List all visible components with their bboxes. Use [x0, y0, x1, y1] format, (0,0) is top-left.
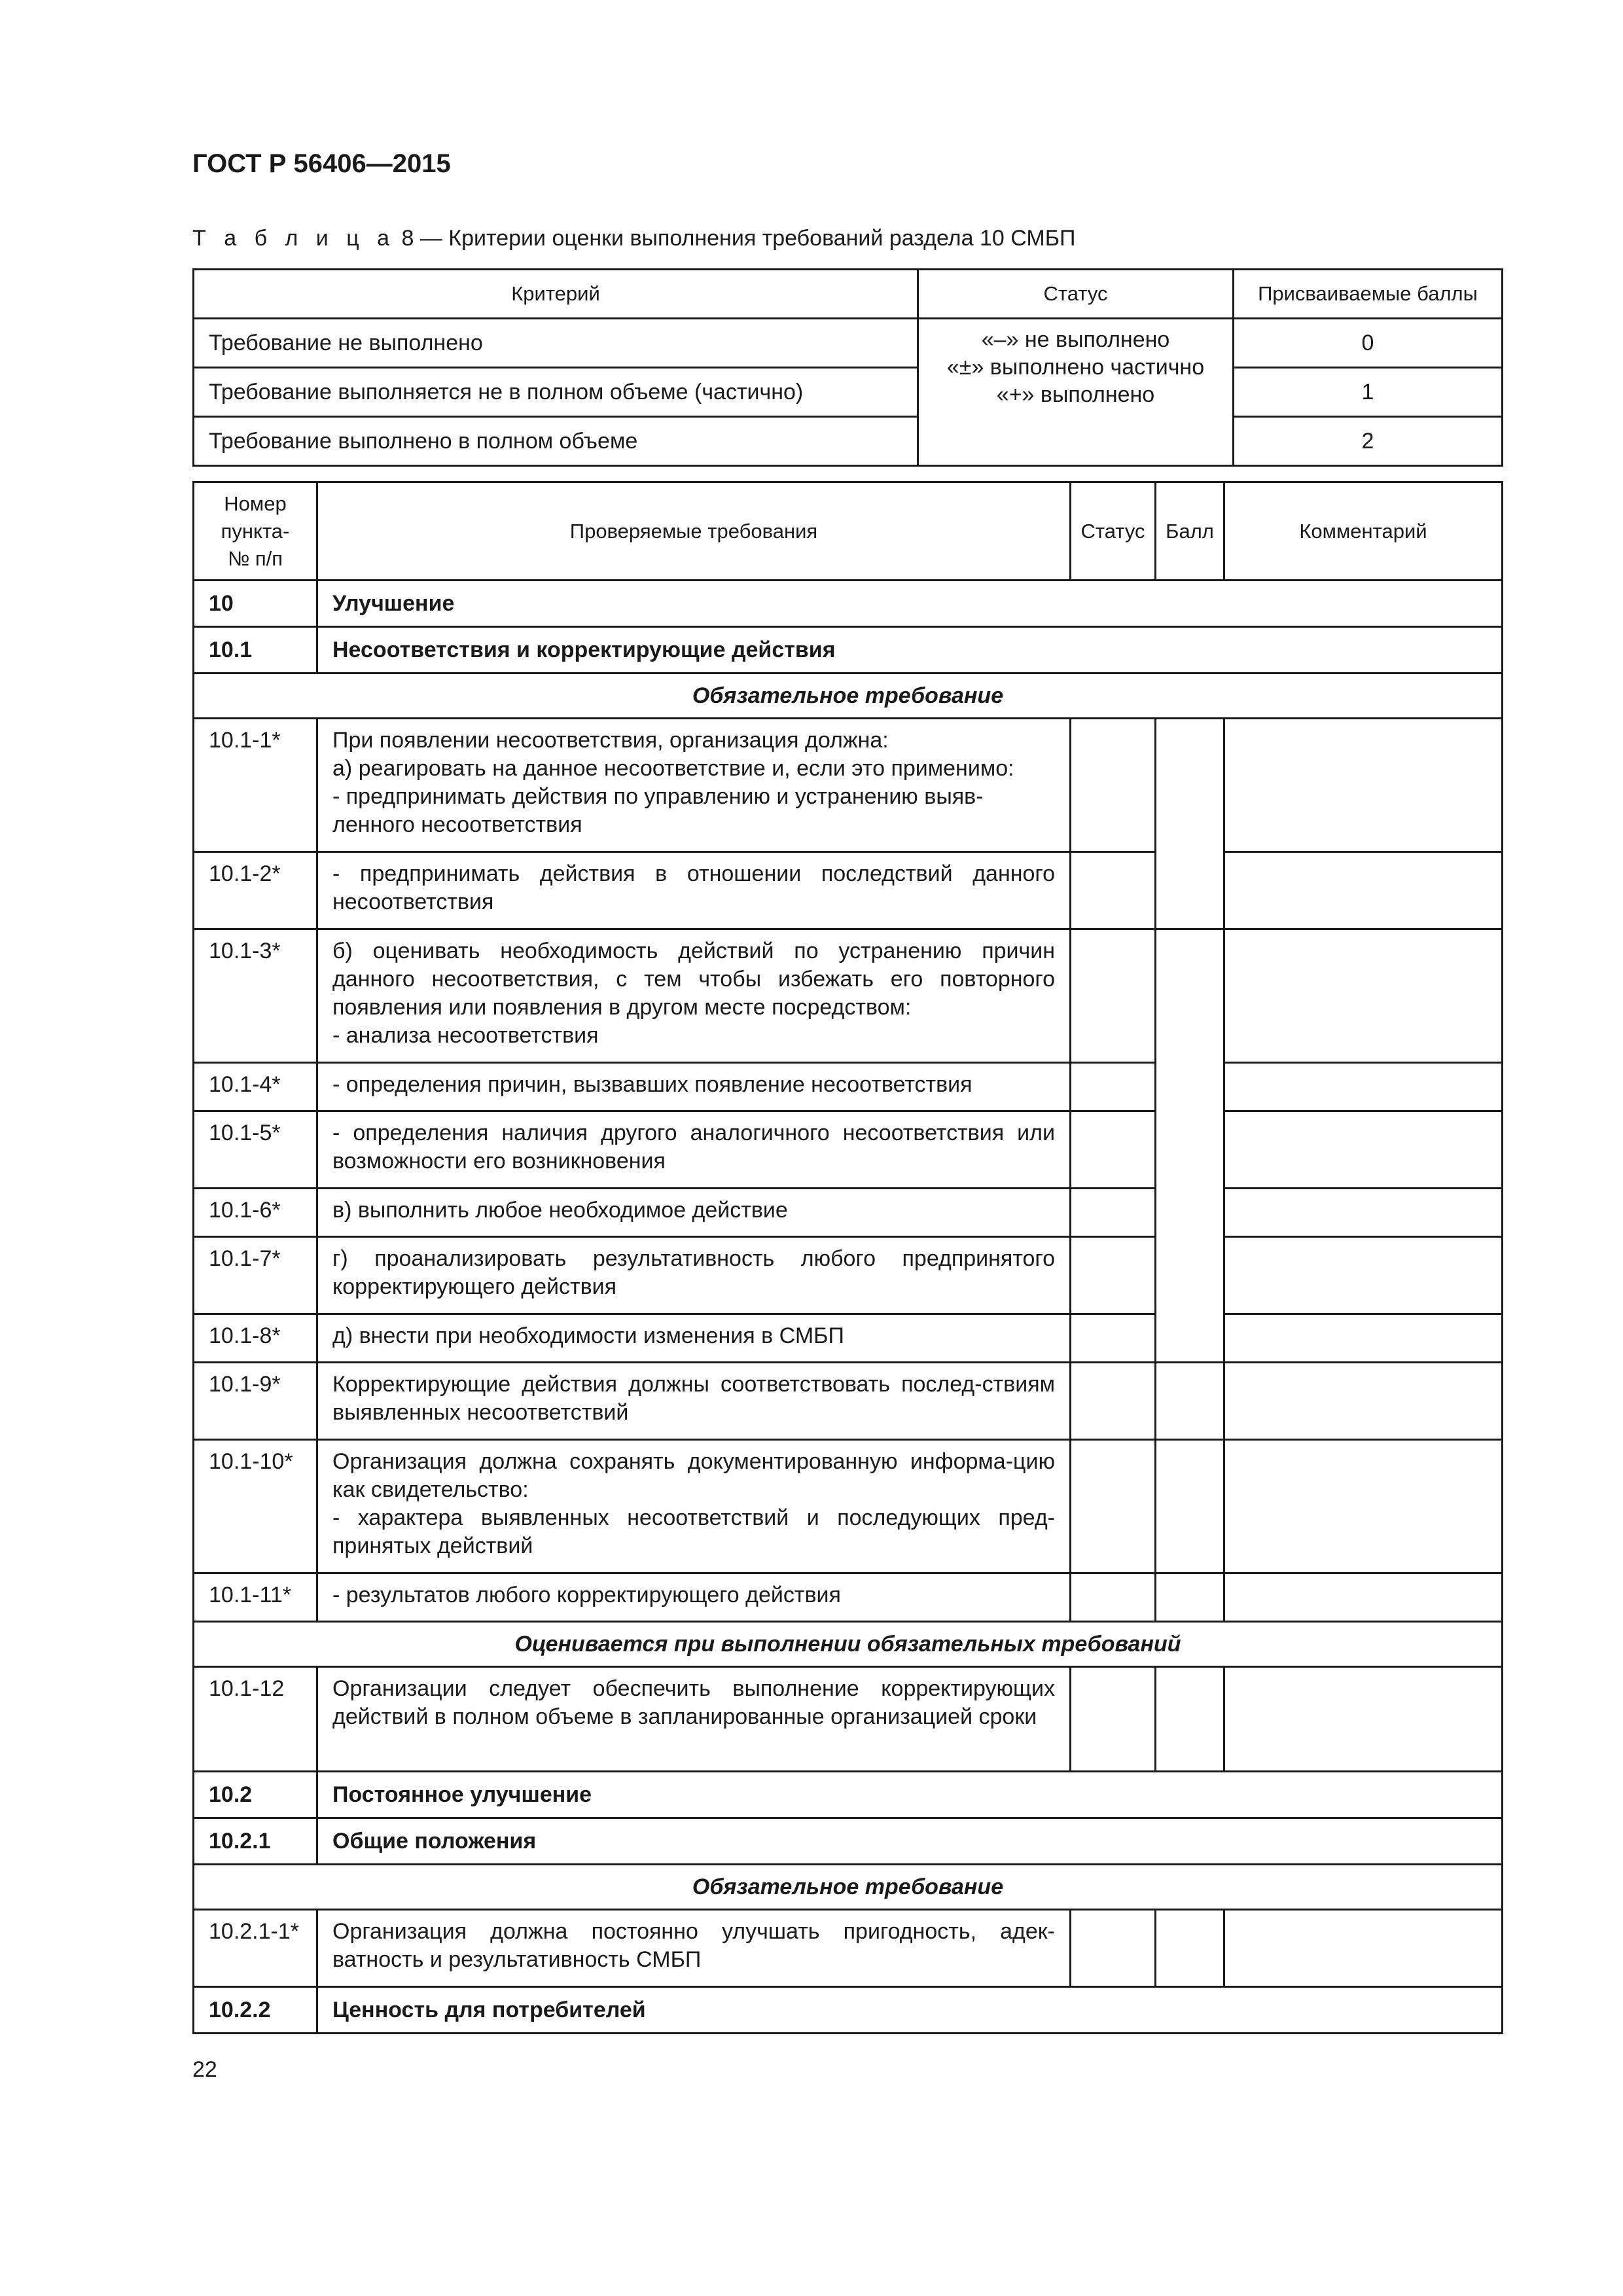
status-cell[interactable] — [1071, 1667, 1156, 1772]
table-caption-text: 8 — Критерии оценки выполнения требований раздела 10 СМБП — [401, 226, 1076, 251]
section-row — [194, 1987, 1503, 2034]
status-line: «–» не выполнено — [981, 327, 1170, 352]
requirement-number: 10.1-7* — [194, 1237, 317, 1314]
section-title: Улучшение — [317, 581, 1503, 627]
comment-cell[interactable] — [1224, 1363, 1503, 1440]
table-caption-label: Т а б л и ц а — [192, 226, 396, 251]
criteria-cell-criterion: Требование не выполнено — [194, 319, 918, 368]
header-item-number: Номер пункта- № п/п — [194, 482, 317, 581]
band-mandatory: Обязательное требование — [194, 673, 1503, 719]
status-cell[interactable] — [1071, 719, 1156, 852]
criteria-cell-criterion: Требование выполнено в полном объеме — [194, 417, 918, 466]
criteria-cell-points: 1 — [1234, 368, 1503, 417]
score-cell[interactable] — [1156, 719, 1224, 929]
comment-cell[interactable] — [1224, 1440, 1503, 1573]
section-row — [194, 627, 1503, 673]
requirement-text: Корректирующие действия должны соответствовать послед-ствиям выявленных несоответствий — [317, 1363, 1071, 1440]
section-number: 10 — [194, 581, 317, 627]
requirement-number: 10.1-1* — [194, 719, 317, 852]
requirement-row — [194, 719, 1503, 852]
requirement-number: 10.1-8* — [194, 1314, 317, 1363]
comment-cell[interactable] — [1224, 1910, 1503, 1987]
requirement-text: При появлении несоответствия, организация должна: а) реагировать на данное несоответствие и, если это применимо: - предпринимать действия по управлению и устранению выяв- ленного несоответствия — [317, 719, 1071, 852]
requirement-row — [194, 1111, 1503, 1189]
score-cell[interactable] — [1156, 1363, 1224, 1440]
requirement-row — [194, 1237, 1503, 1314]
requirement-row — [194, 1440, 1503, 1573]
header-status: Статус — [1071, 482, 1156, 581]
criteria-row — [194, 319, 1503, 368]
comment-cell[interactable] — [1224, 1189, 1503, 1237]
requirement-number: 10.1-6* — [194, 1189, 317, 1237]
table-caption — [192, 226, 1075, 251]
section-number: 10.1 — [194, 627, 317, 673]
requirements-header-row — [194, 482, 1503, 581]
requirement-row — [194, 1314, 1503, 1363]
comment-cell[interactable] — [1224, 929, 1503, 1063]
criteria-cell-points: 0 — [1234, 319, 1503, 368]
requirement-text: - предпринимать действия в отношении последствий данного несоответствия — [317, 852, 1071, 929]
section-row — [194, 581, 1503, 627]
score-cell[interactable] — [1156, 1667, 1224, 1772]
status-cell[interactable] — [1071, 1573, 1156, 1622]
header-score: Балл — [1156, 482, 1224, 581]
requirement-row — [194, 1363, 1503, 1440]
status-cell[interactable] — [1071, 929, 1156, 1063]
status-cell[interactable] — [1071, 1910, 1156, 1987]
band-row — [194, 673, 1503, 719]
requirement-number: 10.1-11* — [194, 1573, 317, 1622]
comment-cell[interactable] — [1224, 1063, 1503, 1111]
requirement-number: 10.1-12 — [194, 1667, 317, 1772]
criteria-cell-criterion: Требование выполняется не в полном объеме (частично) — [194, 368, 918, 417]
section-number: 10.2.1 — [194, 1818, 317, 1865]
status-cell[interactable] — [1071, 1237, 1156, 1314]
comment-cell[interactable] — [1224, 1573, 1503, 1622]
criteria-cell-points: 2 — [1234, 417, 1503, 466]
section-title: Общие положения — [317, 1818, 1503, 1865]
status-cell[interactable] — [1071, 1440, 1156, 1573]
header-comment: Комментарий — [1224, 482, 1503, 581]
score-cell[interactable] — [1156, 1910, 1224, 1987]
requirement-text: - определения причин, вызвавших появление несоответствия — [317, 1063, 1071, 1111]
requirement-number: 10.2.1-1* — [194, 1910, 317, 1987]
comment-cell[interactable] — [1224, 852, 1503, 929]
requirement-text: г) проанализировать результативность любого предпринятого корректирующего действия — [317, 1237, 1071, 1314]
requirement-row — [194, 929, 1503, 1063]
comment-cell[interactable] — [1224, 719, 1503, 852]
status-cell[interactable] — [1071, 1363, 1156, 1440]
requirement-text: д) внести при необходимости изменения в СМБП — [317, 1314, 1071, 1363]
status-cell[interactable] — [1071, 1063, 1156, 1111]
requirement-number: 10.1-3* — [194, 929, 317, 1063]
criteria-row — [194, 417, 1503, 466]
comment-cell[interactable] — [1224, 1314, 1503, 1363]
requirement-text: - определения наличия другого аналогичного несоответствия или возможности его возникновения — [317, 1111, 1071, 1189]
criteria-cell-status — [918, 319, 1234, 466]
criteria-header-criterion: Критерий — [194, 270, 918, 319]
requirement-number: 10.1-10* — [194, 1440, 317, 1573]
requirement-number: 10.1-9* — [194, 1363, 317, 1440]
score-cell[interactable] — [1156, 929, 1224, 1363]
requirement-number: 10.1-4* — [194, 1063, 317, 1111]
requirement-text: в) выполнить любое необходимое действие — [317, 1189, 1071, 1237]
requirement-text: б) оценивать необходимость действий по устранению причин данного несоответствия, с тем чтобы избежать его повторного появления или появления в другом месте посредством: - анализа несоответствия — [317, 929, 1071, 1063]
criteria-header-status: Статус — [918, 270, 1234, 319]
criteria-table — [192, 268, 1503, 467]
section-title: Несоответствия и корректирующие действия — [317, 627, 1503, 673]
status-cell[interactable] — [1071, 1189, 1156, 1237]
requirement-row — [194, 852, 1503, 929]
requirement-row — [194, 1189, 1503, 1237]
requirements-table — [192, 481, 1503, 2034]
status-cell[interactable] — [1071, 1111, 1156, 1189]
criteria-row — [194, 368, 1503, 417]
section-row — [194, 1772, 1503, 1818]
requirement-row — [194, 1573, 1503, 1622]
requirement-text: - результатов любого корректирующего действия — [317, 1573, 1071, 1622]
status-cell[interactable] — [1071, 1314, 1156, 1363]
document-code: ГОСТ Р 56406—2015 — [192, 149, 451, 178]
requirement-number: 10.1-2* — [194, 852, 317, 929]
criteria-header-row — [194, 270, 1503, 319]
requirement-number: 10.1-5* — [194, 1111, 317, 1189]
comment-cell[interactable] — [1224, 1111, 1503, 1189]
status-line: «+» выполнено — [996, 382, 1155, 407]
section-title: Ценность для потребителей — [317, 1987, 1503, 2034]
section-number: 10.2.2 — [194, 1987, 317, 2034]
requirement-row — [194, 1667, 1503, 1772]
comment-cell[interactable] — [1224, 1667, 1503, 1772]
page-number: 22 — [192, 2057, 217, 2082]
band-mandatory: Обязательное требование — [194, 1865, 1503, 1910]
band-row — [194, 1865, 1503, 1910]
requirement-text: Организации следует обеспечить выполнение корректирующих действий в полном объеме в запланированные организацией сроки — [317, 1667, 1071, 1772]
section-number: 10.2 — [194, 1772, 317, 1818]
requirement-text: Организация должна сохранять документированную информа-цию как свидетельство: - характера выявленных несоответствий и последующих пред-принятых действий — [317, 1440, 1071, 1573]
status-cell[interactable] — [1071, 852, 1156, 929]
comment-cell[interactable] — [1224, 1237, 1503, 1314]
requirement-row — [194, 1063, 1503, 1111]
criteria-header-points: Присваиваемые баллы — [1234, 270, 1503, 319]
score-cell[interactable] — [1156, 1573, 1224, 1622]
band-row — [194, 1622, 1503, 1667]
band-evaluated: Оценивается при выполнении обязательных требований — [194, 1622, 1503, 1667]
score-cell[interactable] — [1156, 1440, 1224, 1573]
requirement-row — [194, 1910, 1503, 1987]
section-row — [194, 1818, 1503, 1865]
status-line: «±» выполнено частично — [946, 355, 1205, 380]
section-title: Постоянное улучшение — [317, 1772, 1503, 1818]
header-requirements: Проверяемые требования — [317, 482, 1071, 581]
requirement-text: Организация должна постоянно улучшать пригодность, адек-ватность и результативность СМБП — [317, 1910, 1071, 1987]
